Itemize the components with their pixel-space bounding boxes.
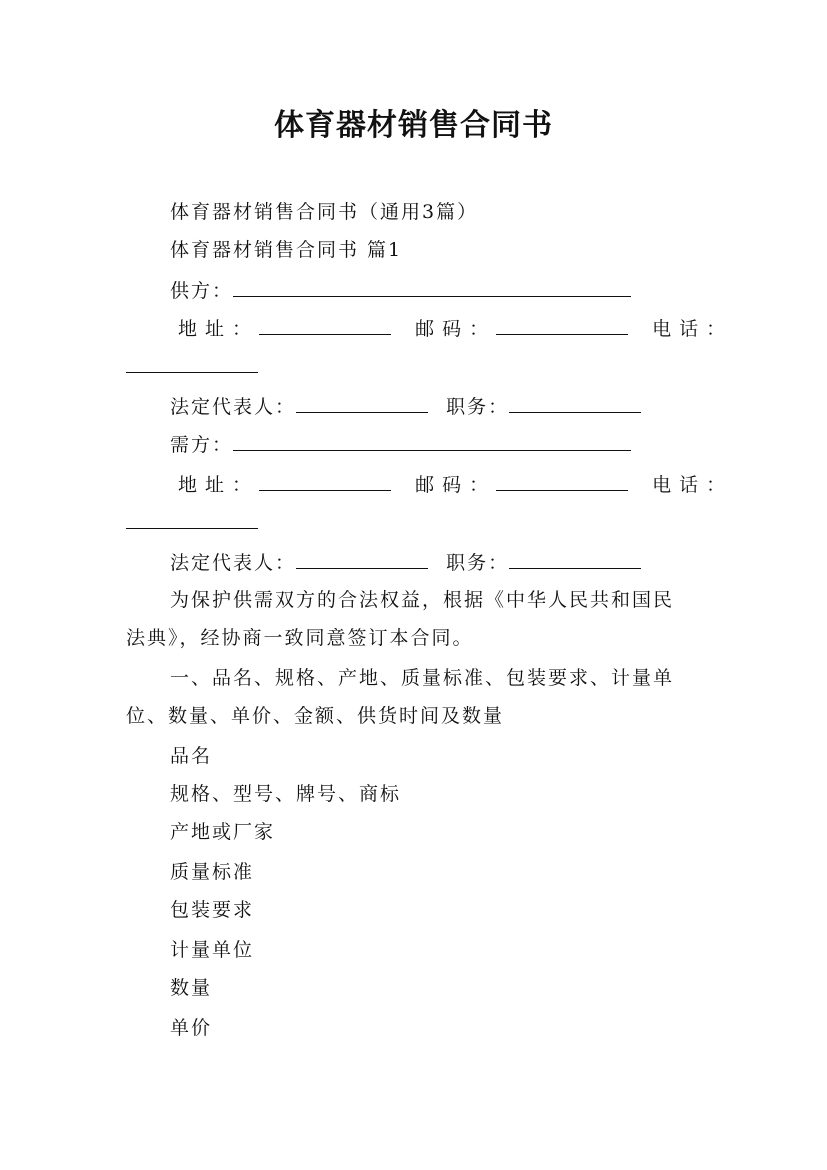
supplier-postcode-blank[interactable] <box>496 316 628 335</box>
buyer-label: 需方： <box>170 434 234 456</box>
supplier-phone-blank[interactable] <box>126 354 258 373</box>
document-title: 体育器材销售合同书 <box>274 108 553 143</box>
buyer-rep-label: 法定代表人： <box>170 552 297 574</box>
list-item: 数量 <box>170 977 213 999</box>
supplier-rep-line <box>170 394 641 419</box>
supplier-rep-blank[interactable] <box>296 394 428 413</box>
supplier-line <box>170 278 631 303</box>
supplier-label: 供方： <box>170 280 234 302</box>
buyer-address-line <box>178 472 733 497</box>
buyer-address-blank[interactable] <box>259 472 391 491</box>
subtitle: 体育器材销售合同书（通用3篇） <box>170 201 479 223</box>
buyer-phone-label: 电话： <box>652 474 734 496</box>
supplier-address-label: 地址： <box>178 318 260 340</box>
supplier-name-blank[interactable] <box>233 278 631 297</box>
buyer-phone-cont <box>126 510 258 535</box>
buyer-phone-blank[interactable] <box>126 510 258 529</box>
list-item: 规格、型号、牌号、商标 <box>170 783 402 805</box>
list-item: 单价 <box>170 1017 213 1039</box>
supplier-rep-label: 法定代表人： <box>170 396 297 418</box>
buyer-rep-line <box>170 550 641 575</box>
list-item: 计量单位 <box>170 939 255 961</box>
buyer-title-blank[interactable] <box>509 550 641 569</box>
section-1-line-2: 位、数量、单价、金额、供货时间及数量 <box>126 705 505 727</box>
supplier-address-blank[interactable] <box>259 316 391 335</box>
list-item: 质量标准 <box>170 861 255 883</box>
list-item: 包装要求 <box>170 899 255 921</box>
buyer-name-blank[interactable] <box>233 432 631 451</box>
supplier-address-line <box>178 316 733 341</box>
buyer-rep-blank[interactable] <box>296 550 428 569</box>
supplier-phone-cont <box>126 354 258 379</box>
supplier-title-blank[interactable] <box>509 394 641 413</box>
supplier-postcode-label: 邮码： <box>415 318 497 340</box>
supplier-phone-label: 电话： <box>652 318 734 340</box>
buyer-postcode-label: 邮码： <box>415 474 497 496</box>
list-item: 品名 <box>170 745 213 767</box>
supplier-title-label: 职务： <box>446 396 510 418</box>
buyer-address-label: 地址： <box>178 474 260 496</box>
buyer-title-label: 职务： <box>446 552 510 574</box>
buyer-postcode-blank[interactable] <box>496 472 628 491</box>
part-label: 体育器材销售合同书 篇1 <box>170 239 403 261</box>
section-1-line-1: 一、品名、规格、产地、质量标准、包装要求、计量单 <box>170 667 675 689</box>
list-item: 产地或厂家 <box>170 821 276 843</box>
buyer-line <box>170 432 631 457</box>
paragraph-1-line-2: 法典》，经协商一致同意签订本合同。 <box>126 627 474 649</box>
paragraph-1-line-1: 为保护供需双方的合法权益，根据《中华人民共和国民 <box>170 589 675 611</box>
